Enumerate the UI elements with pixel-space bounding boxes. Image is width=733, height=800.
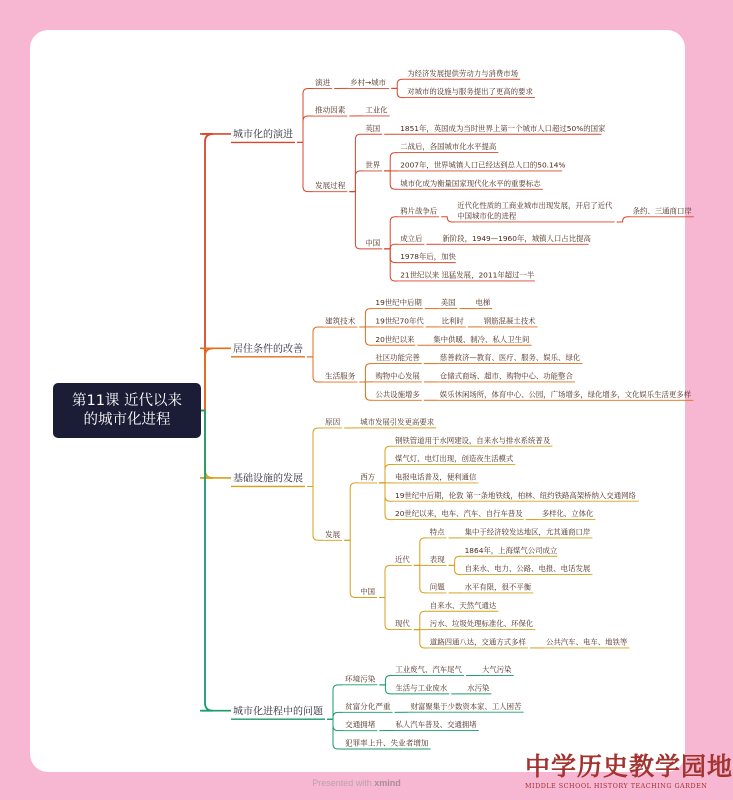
node-演进	[313, 77, 332, 88]
node-text: 鸦片战争后	[400, 206, 438, 216]
node-text: 中国	[365, 238, 381, 248]
connector-中国	[349, 192, 363, 249]
connector-现代	[379, 598, 393, 630]
node-鸦片战争后	[398, 206, 439, 216]
connector-21世纪以来-迅猛发展-2011年超过一半	[384, 249, 398, 281]
branch-基础设施的发展	[200, 472, 305, 487]
branch-label: 基础设施的发展	[233, 473, 303, 485]
connector-19世纪中后期	[359, 309, 373, 327]
node-text: 原因	[325, 417, 341, 427]
node-原因	[323, 418, 342, 428]
node-text: 社区功能完善	[375, 353, 420, 363]
node-text: 生活与工业废水	[395, 683, 448, 693]
node-电梯	[473, 298, 492, 308]
node-text: 娱乐休闲场所，体育中心、公园，广场增多，绿化增多，文化娱乐生活更多样	[439, 389, 692, 399]
node-社区功能完善	[373, 353, 421, 363]
node-text: 演进	[315, 78, 331, 88]
connector-建筑技术	[307, 327, 323, 357]
node-19世纪70年代	[373, 317, 424, 327]
node-集中于经济较发达地区-尤其通商口岸	[463, 528, 593, 538]
node-text: 成立后	[400, 233, 423, 243]
node-text: 集中供暖、制冷、私人卫生间	[433, 334, 530, 344]
node-text: 自来水、天然气通达	[429, 600, 497, 610]
connector-20世纪以来	[359, 327, 373, 345]
branch-label: 城市化进程中的问题	[233, 706, 323, 718]
node-娱乐休闲场所-体育中心-公园-广场增多-绿化增多	[438, 390, 694, 400]
node-text: 贫富分化严重	[345, 701, 391, 711]
node-text: 美国	[440, 298, 456, 308]
connector-交通拥堵	[327, 719, 343, 730]
root-connector-3	[201, 411, 213, 478]
connector-自来水-电力-公路-电报-电话发展	[449, 565, 463, 574]
connector-条约-三通商口岸	[617, 217, 631, 222]
node-text: 建筑技术	[325, 316, 356, 326]
root-title-line: 的城市化进程	[83, 412, 171, 428]
node-财富聚集于少数资本家-工人困苦	[409, 702, 524, 712]
connector-为经济发展提供劳动力与消费市场	[391, 79, 405, 88]
mindmap	[30, 30, 692, 772]
node-为经济发展提供劳动力与消费市场	[405, 69, 520, 79]
node-城市发展引发更高要求	[358, 417, 436, 427]
connector-中国	[344, 540, 358, 597]
node-text: 钢筋混凝土技术	[483, 316, 536, 326]
node-煤气灯-电灯出现-创造夜生活模式	[393, 454, 515, 464]
connector-世界	[349, 171, 363, 192]
node-text: 多样化、立体化	[541, 509, 594, 519]
node-text: 1978年后，加快	[400, 252, 456, 262]
node-西方	[358, 472, 377, 482]
node-生活与工业废水	[393, 683, 449, 693]
node-text: 大气污染	[482, 665, 512, 675]
node-text: 英国	[365, 123, 381, 133]
node-text: 污水、垃圾处理标准化、环保化	[429, 619, 534, 629]
node-text: 推动因素	[315, 105, 346, 115]
node-乡村-城市	[348, 78, 389, 88]
root-title-line: 第11课 近代以来	[71, 393, 183, 409]
node-工业化	[363, 106, 389, 116]
connector-成立后	[384, 244, 398, 249]
connector-工业废气-汽车尾气	[379, 676, 393, 685]
footer-brand: xmind	[374, 778, 401, 788]
node-text: 慈善救济—教育、医疗、服务、娱乐、绿化	[439, 353, 581, 363]
node-19世纪中后期-伦敦-第一条地铁线-柏林-纽约铁	[393, 491, 639, 501]
node-美国	[439, 298, 458, 308]
mindmap-canvas	[30, 30, 692, 772]
node-水平有限-很不平衡	[463, 583, 534, 593]
node-大气污染	[480, 665, 514, 675]
node-text: 19世纪中后期，伦敦 第一条地铁线，柏林、纽约铁路高架桥纳入交通网络	[395, 490, 636, 500]
node-text: 集中于经济较发达地区，尤其通商口岸	[464, 527, 591, 537]
node-text: 西方	[360, 472, 375, 482]
node-城市化成为衡量国家现代化水平的重要标志	[398, 179, 543, 189]
node-text: 城市发展引发更高要求	[360, 417, 435, 427]
node-text: 交通拥堵	[345, 720, 376, 730]
node-text: 工业化	[365, 105, 388, 115]
node-text: 发展	[325, 529, 341, 539]
node-text: 水平有限，很不平衡	[464, 582, 532, 592]
connector-推动因素	[297, 116, 313, 142]
branch-城市化进程中的问题	[200, 704, 325, 719]
connector-发展过程	[297, 142, 313, 191]
node-text: 发展过程	[315, 181, 346, 191]
connector-问题	[414, 565, 428, 593]
node-text: 为经济发展提供劳动力与消费市场	[407, 68, 519, 78]
node-近代	[393, 555, 412, 565]
node-19世纪中后期	[373, 298, 422, 308]
node-集中供暖-制冷-私人卫生间	[431, 335, 531, 345]
node-特点	[428, 528, 447, 538]
node-21世纪以来-迅猛发展-2011年超过一半	[398, 271, 535, 281]
node-text: 工业废气、汽车尾气	[395, 665, 462, 675]
connector-1978年后-加快	[384, 249, 398, 263]
connector-社区功能完善	[359, 364, 373, 382]
node-20世纪以来	[373, 335, 415, 345]
node-text: 道路四通八达，交通方式多样	[429, 637, 526, 647]
root-connector-1	[201, 134, 213, 411]
node-text: 近代化性质的工商业城市出现发展，开启了近代	[457, 201, 613, 211]
connector-特点	[414, 538, 428, 566]
node-慈善救济-教育-医疗-服务-娱乐-绿化	[438, 353, 583, 363]
node-现代	[393, 619, 412, 629]
node-text: 犯罪率上升、失业者增加	[345, 738, 429, 748]
node-1978年后-加快	[398, 252, 456, 262]
site-logo	[525, 747, 733, 799]
node-工业废气-汽车尾气	[393, 665, 464, 675]
node-text: 钢铁管道用于水网建设，自来水与排水系统普及	[395, 435, 551, 445]
connector-近代化性质的工商业城市出现发展-开启了近代中国城	[441, 217, 455, 222]
node-text: 世界	[365, 160, 381, 170]
node-text: 19世纪70年代	[375, 316, 424, 326]
node-贫富分化严重	[343, 701, 393, 712]
node-text: 煤气灯、电灯出现，创造夜生活模式	[395, 454, 514, 464]
node-text: 新阶段，1949—1960年，城镇人口占比提高	[442, 233, 591, 243]
node-比利时	[440, 317, 466, 327]
node-text: 1864年，上海煤气公司成立	[464, 545, 558, 555]
node-text: 生活服务	[325, 371, 356, 381]
node-自来水-电力-公路-电报-电话发展	[463, 564, 593, 574]
branch-居住条件的改善	[200, 342, 305, 357]
node-text: 近代	[395, 555, 410, 565]
node-条约-三通商口岸	[631, 206, 694, 216]
node-推动因素	[313, 105, 347, 116]
connector-19世纪中后期-伦敦-第一条地铁线-柏林-纽约铁	[379, 483, 393, 501]
node-电报电话普及-便利通信	[393, 472, 478, 482]
node-水污染	[465, 683, 491, 693]
node-环境污染	[343, 673, 377, 684]
node-道路四通八达-交通方式多样	[428, 638, 528, 648]
node-text: 电梯	[475, 298, 491, 308]
node-1851年-英国成为当时世界上第一个城市人口超过	[398, 124, 606, 134]
node-text: 条约、三通商口岸	[632, 206, 692, 216]
node-text: 2007年，世界城镇人口已经达到总人口的50.14%	[400, 160, 566, 170]
node-text: 财富聚集于少数资本家、工人困苦	[410, 701, 522, 711]
logo-english: MIDDLE SCHOOL HISTORY TEACHING GARDEN	[525, 782, 708, 790]
node-text: 公共设施增多	[375, 389, 420, 399]
connector-原因	[307, 428, 323, 486]
node-购物中心发展	[373, 372, 421, 382]
connector-英国	[349, 134, 363, 191]
node-发展过程	[313, 180, 347, 191]
node-钢铁管道用于水网建设-自来水与排水系统普及	[393, 436, 552, 446]
connector-道路四通八达-交通方式多样	[414, 630, 428, 648]
node-text: 比利时	[441, 316, 464, 326]
node-text: 环境污染	[345, 674, 376, 684]
node-近代化性质的工商业城市出现发展-开启了近代中国城	[455, 201, 614, 222]
node-text: 20世纪以来，电车、汽车、自行车普及	[395, 509, 523, 519]
connector-1864年-上海煤气公司成立	[449, 556, 463, 565]
node-犯罪率上升-失业者增加	[343, 738, 431, 749]
connector-城市化成为衡量国家现代化水平的重要标志	[384, 171, 398, 189]
node-text: 水污染	[467, 683, 490, 693]
root-topic	[53, 383, 201, 438]
root-connector-2	[201, 348, 213, 410]
node-text: 电报电话普及，便利通信	[395, 472, 477, 482]
connector-二战后-各国城市化水平提高	[384, 153, 398, 171]
node-text: 20世纪以来	[375, 334, 415, 344]
node-text: 19世纪中后期	[375, 298, 422, 308]
node-text: 中国城市化的进程	[457, 211, 517, 221]
node-text: 21世纪以来 迅猛发展，2011年超过一半	[400, 270, 535, 280]
connector-公共设施增多	[359, 382, 373, 400]
node-多样化-立体化	[540, 509, 596, 519]
node-交通拥堵	[343, 719, 377, 730]
node-text: 公共汽车、电车、地铁等	[546, 637, 628, 647]
node-英国	[363, 124, 382, 134]
connector-生活服务	[307, 357, 323, 382]
node-新阶段-1949-1960年-城镇人口占比提高	[440, 234, 591, 244]
node-text: 乡村→城市	[350, 78, 386, 88]
connector-生活与工业废水	[379, 685, 393, 694]
root-box	[53, 383, 201, 438]
connector-自来水-天然气通达	[414, 611, 428, 629]
connector-发展	[307, 486, 323, 540]
node-生活服务	[323, 371, 357, 382]
node-text: 问题	[429, 582, 445, 592]
connector-对城市的设施与服务提出了更高的要求	[391, 88, 405, 97]
node-text: 仓储式商场、超市、购物中心、功能整合	[439, 371, 573, 381]
node-世界	[363, 161, 382, 171]
node-中国	[358, 587, 377, 597]
node-20世纪以来-电车-汽车-自行车普及	[393, 509, 524, 519]
node-text: 中国	[360, 587, 375, 597]
connector-环境污染	[327, 685, 343, 719]
node-对城市的设施与服务提出了更高的要求	[405, 87, 535, 97]
connector-近代	[379, 565, 393, 597]
node-私人汽车普及-交通拥堵	[393, 720, 478, 730]
node-发展	[323, 529, 342, 540]
node-公共汽车-电车-地铁等	[544, 638, 629, 648]
branch-label: 城市化的演进	[233, 129, 293, 141]
node-text: 表现	[429, 555, 445, 565]
node-成立后	[398, 234, 424, 244]
node-1864年-上海煤气公司成立	[463, 546, 558, 556]
node-表现	[428, 555, 447, 565]
logo-chinese: 中学历史教学园地	[525, 752, 733, 781]
connector-西方	[344, 483, 358, 540]
branch-label: 居住条件的改善	[233, 343, 303, 355]
root-connector-4	[201, 411, 213, 711]
branch-城市化的演进	[200, 128, 295, 143]
connector-贫富分化严重	[327, 712, 343, 719]
node-二战后-各国城市化水平提高	[398, 142, 498, 152]
node-仓储式商场-超市-购物中心-功能整合	[438, 372, 575, 382]
node-text: 对城市的设施与服务提出了更高的要求	[407, 87, 533, 97]
connector-煤气灯-电灯出现-创造夜生活模式	[379, 465, 393, 483]
node-钢筋混凝土技术	[482, 317, 538, 327]
connector-犯罪率上升-失业者增加	[327, 719, 343, 749]
node-污水-垃圾处理标准化-环保化	[428, 619, 536, 629]
footer-prefix: Presented with	[312, 778, 372, 788]
node-text: 自来水、电力、公路、电报、电话发展	[464, 564, 591, 574]
node-2007年-世界城镇人口已经达到总人口的50-1	[398, 161, 565, 171]
node-公共设施增多	[373, 390, 421, 400]
node-自来水-天然气通达	[428, 601, 499, 611]
node-text: 购物中心发展	[375, 371, 420, 381]
node-中国	[363, 238, 382, 248]
node-建筑技术	[323, 316, 357, 327]
node-问题	[428, 583, 447, 593]
node-text: 特点	[429, 527, 445, 537]
node-text: 二战后，各国城市化水平提高	[400, 142, 497, 152]
node-text: 1851年，英国成为当时世界上第一个城市人口超过50%的国家	[400, 123, 606, 133]
node-text: 城市化成为衡量国家现代化水平的重要标志	[400, 178, 541, 188]
connector-演进	[297, 89, 313, 143]
node-text: 私人汽车普及、交通拥堵	[395, 720, 477, 730]
node-text: 现代	[395, 619, 410, 629]
